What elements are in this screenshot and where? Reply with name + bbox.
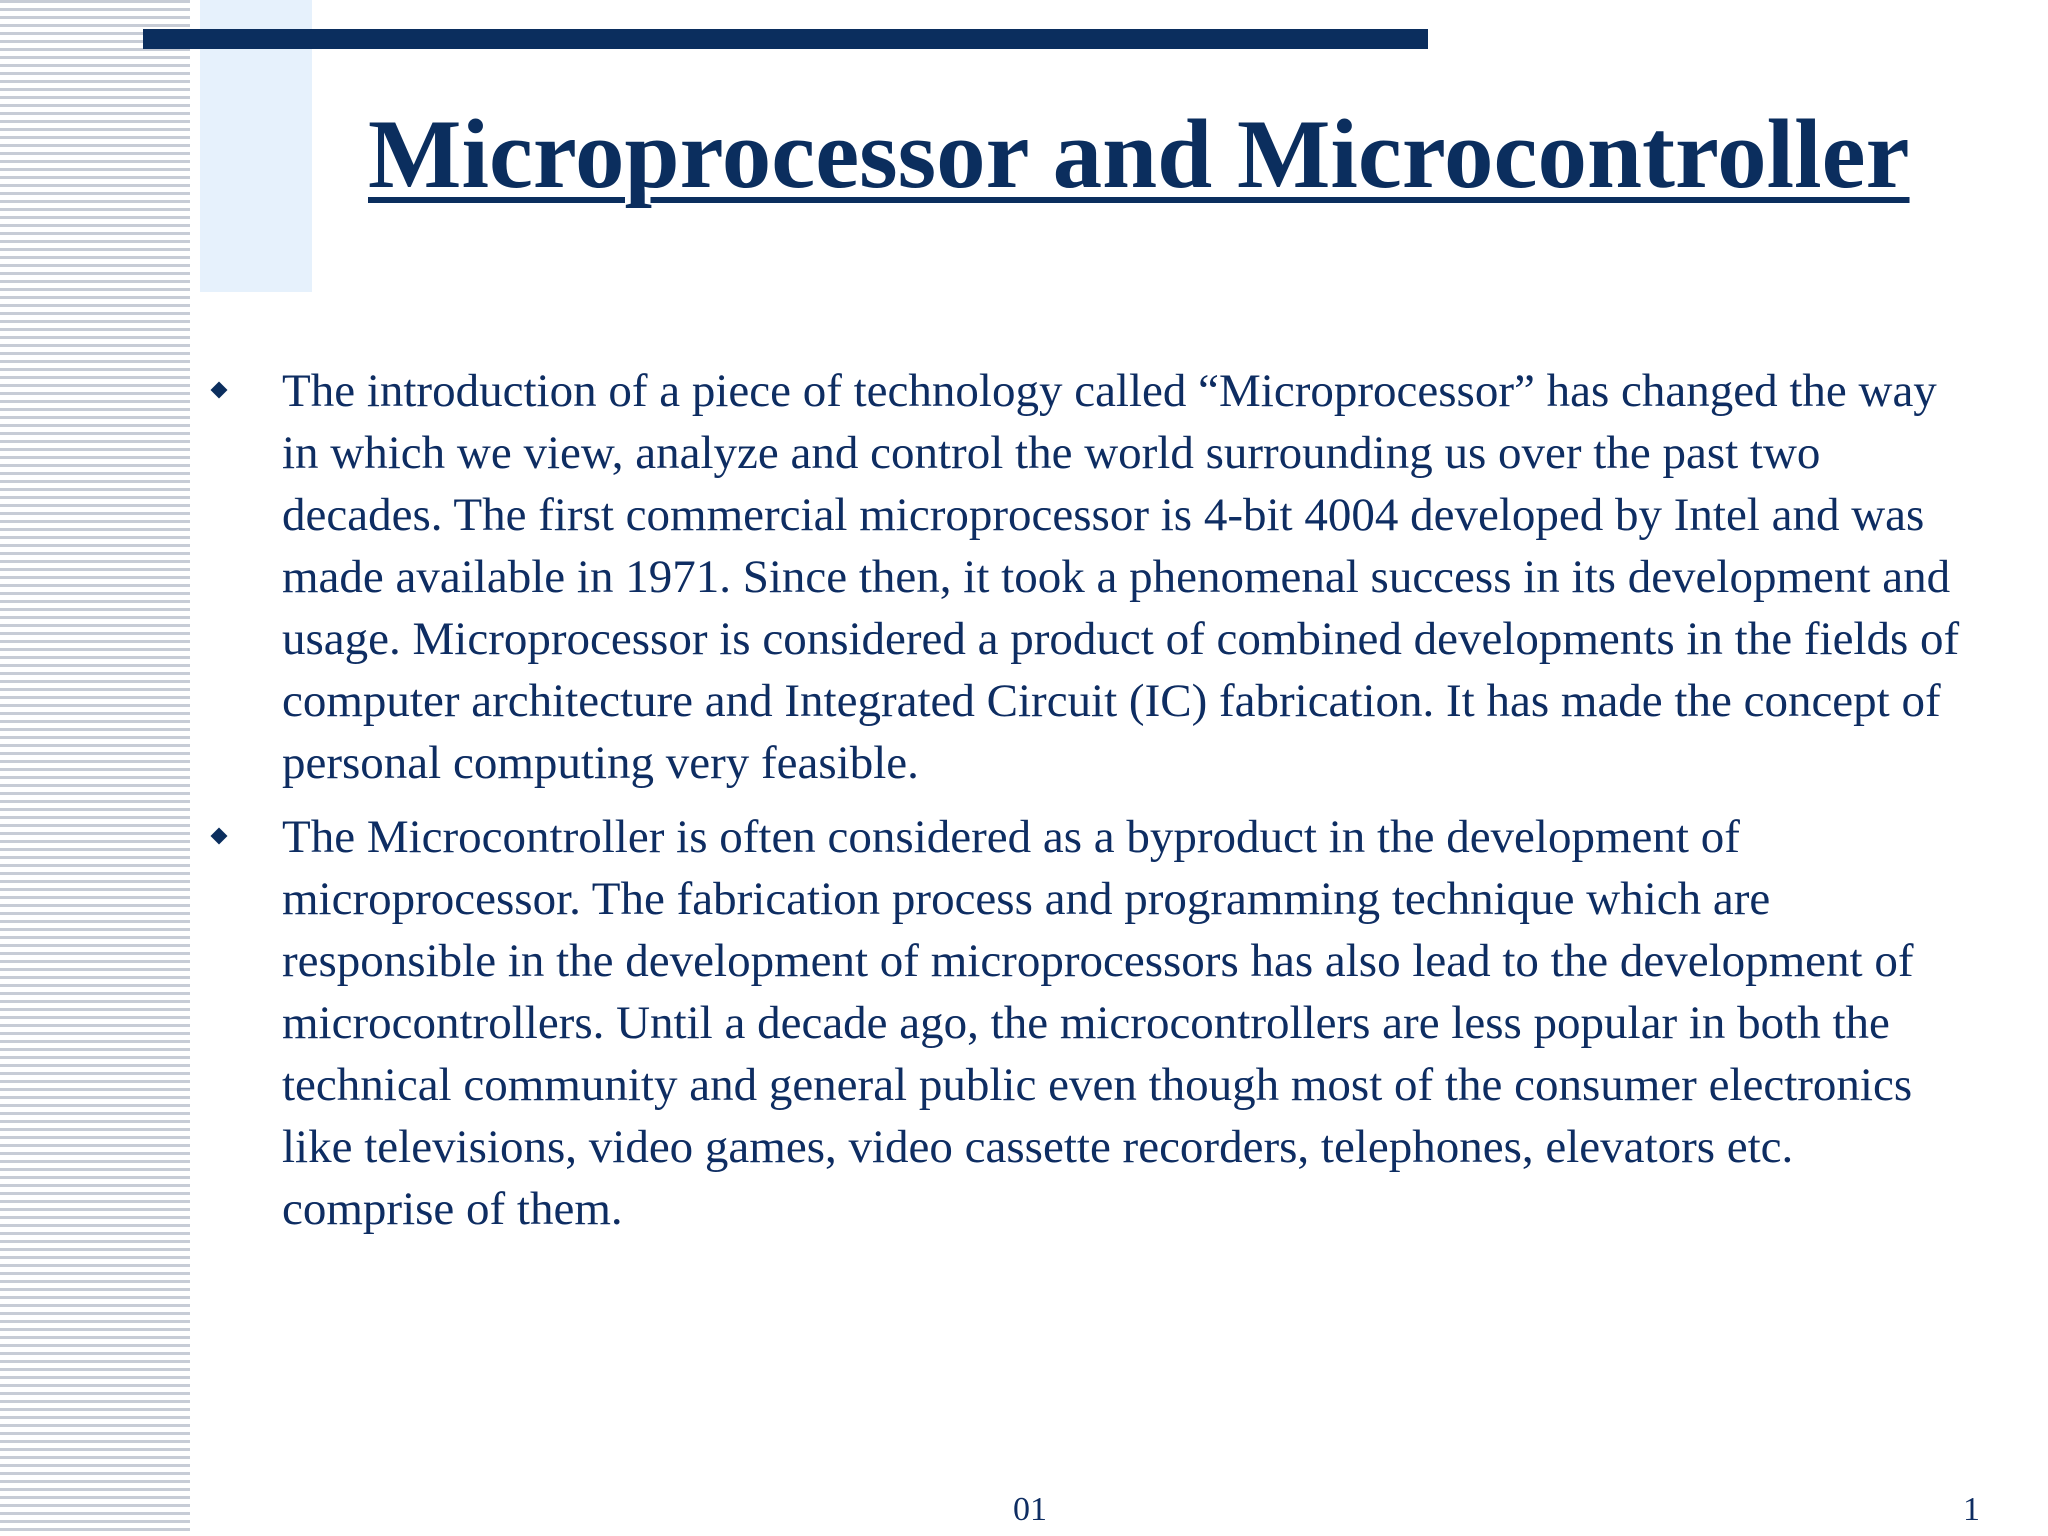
- page-number: 1: [1963, 1491, 1980, 1528]
- slide-title: Microprocessor and Microcontroller: [368, 100, 1910, 209]
- diamond-bullet-icon: [211, 382, 228, 399]
- bullet-item: [207, 806, 1967, 1240]
- footer-label: 01: [1013, 1491, 1047, 1528]
- bullet-text: The Microcontroller is often considered as a byproduct in the development of microprocessor. The fabrication process and programming technique which are responsible in the development of microprocessors has also lead to the development of microcontrollers. Until a decade ago, the microcontrollers are less popular in both the technical community and general public even though most of the consumer electronics like televisions, video games, video cassette recorders, telephones, elevators etc. comprise of them.: [282, 811, 1914, 1235]
- diamond-bullet-icon: [211, 828, 228, 845]
- striped-side-panel: [0, 0, 190, 1536]
- bullet-list: [207, 360, 1967, 1252]
- bullet-text: The introduction of a piece of technology called “Microprocessor” has changed the way in which we view, analyze and control the world surrounding us over the past two decades. The first commercial microprocessor is 4-bit 4004 developed by Intel and was made available in 1971. Since then, it took a phenomenal success in its development and usage. Microprocessor is considered a product of combined developments in the fields of computer architecture and Integrated Circuit (IC) fabrication. It has made the concept of personal computing very feasible.: [282, 365, 1960, 789]
- top-accent-bar: [143, 29, 1428, 49]
- bullet-item: [207, 360, 1967, 794]
